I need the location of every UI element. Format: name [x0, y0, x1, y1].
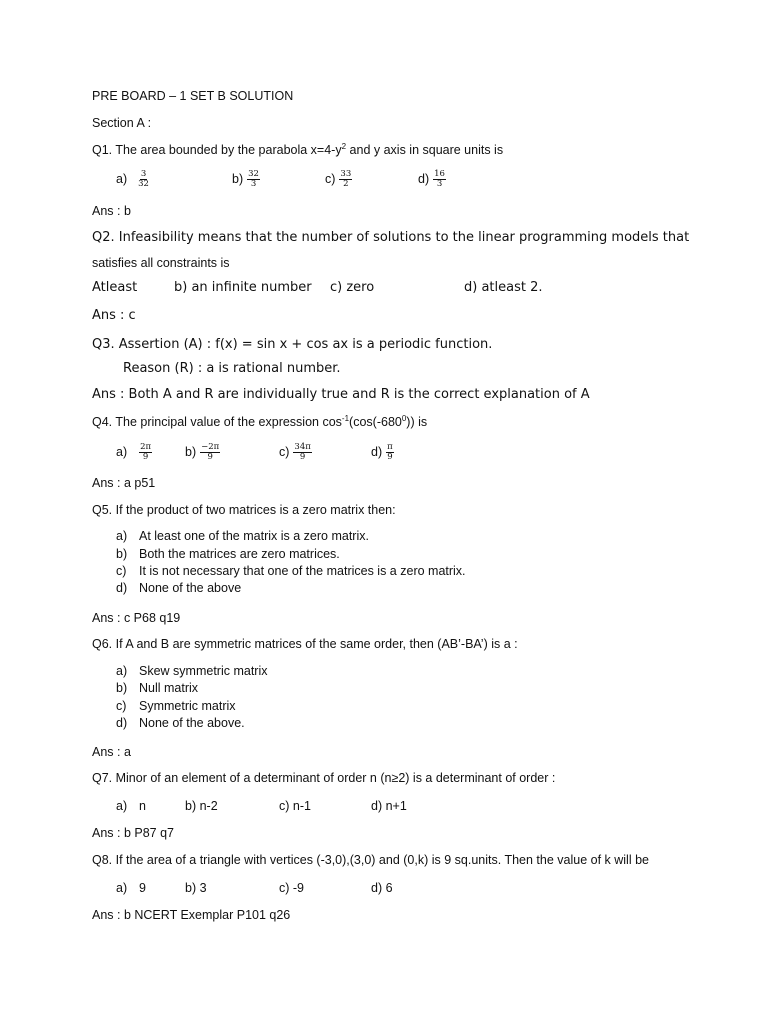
q2-option-c: c) zero — [330, 280, 375, 295]
q6-option-a: a) Skew symmetric matrix — [116, 664, 268, 678]
q3-answer: Ans : Both A and R are individually true and R is the correct explanation of A — [92, 387, 590, 402]
q8-option-a-label: a) — [116, 881, 128, 895]
q7-answer: Ans : b P87 q7 — [92, 826, 175, 840]
q5-option-a: a) At least one of the matrix is a zero matrix. — [116, 529, 369, 543]
q2-option-b: b) an infinite number — [174, 280, 312, 295]
q8-option-c: c) -9 — [279, 881, 304, 895]
q8-option-a-value: 9 — [139, 881, 146, 895]
q5-option-c: c) It is not necessary that one of the matrices is a zero matrix. — [116, 564, 466, 578]
q8-answer: Ans : b NCERT Exemplar P101 q26 — [92, 908, 291, 922]
q7-option-a-value: n — [139, 799, 146, 813]
q6-option-b: b) Null matrix — [116, 681, 199, 695]
question-2-line-1: Q2. Infeasibility means that the number of solutions to the linear programming models that — [92, 230, 690, 245]
question-5: Q5. If the product of two matrices is a zero matrix then: — [92, 503, 396, 517]
q7-option-a-label: a) — [116, 799, 128, 813]
q5-answer: Ans : c P68 q19 — [92, 611, 181, 625]
q1-answer: Ans : b — [92, 204, 131, 218]
q6-answer: Ans : a — [92, 745, 131, 759]
question-3-reason: Reason (R) : a is rational number. — [123, 361, 341, 376]
q4-answer: Ans : a p51 — [92, 476, 156, 490]
q1-option-d: d) $\frac{16}{3}$ — [418, 169, 445, 189]
q2-option-a: Atleast — [92, 280, 138, 295]
q5-option-b: b) Both the matrices are zero matrices. — [116, 547, 340, 561]
q4-option-a: a) $\frac{2\pi}{9}$ — [116, 442, 152, 462]
q4-option-c: c) $\frac{34\pi}{9}$ — [279, 442, 311, 462]
question-1: Q1. The area bounded by the parabola $x=4-y^2$ and y axis in square units is — [92, 141, 504, 157]
q6-option-c: c) Symmetric matrix — [116, 699, 236, 713]
question-8: Q8. If the area of a triangle with vertices (-3,0),(3,0) and (0,k) is 9 sq.units. Then the value of k will be — [92, 853, 649, 867]
q8-option-d: d) 6 — [371, 881, 393, 895]
q4-option-b: b) $\frac{-2\pi}{9}$ — [185, 442, 220, 462]
q1-option-b: b) $\frac{32}{3}$ — [232, 169, 259, 189]
q7-option-d: d) n+1 — [371, 799, 407, 813]
q5-option-d: d) None of the above — [116, 581, 242, 595]
question-6: Q6. If A and B are symmetric matrices of the same order, then (AB’-BA’) is a : — [92, 637, 518, 651]
document-title: PRE BOARD – 1 SET B SOLUTION — [92, 89, 294, 103]
question-4: Q4. The principal value of the expression $\cos^{-1}(\cos(-680^0))$ is — [92, 413, 428, 429]
q1-option-a: a) $\frac{3}{32}$ — [116, 169, 149, 189]
q6-option-d: d) None of the above. — [116, 716, 245, 730]
q7-option-c: c) n-1 — [279, 799, 311, 813]
question-2-line-2: satisfies all constraints is — [92, 256, 230, 270]
section-heading: Section A : — [92, 116, 152, 130]
q2-answer: Ans : c — [92, 308, 136, 323]
q7-option-b: b) n-2 — [185, 799, 218, 813]
question-3-assertion: Q3. Assertion (A) : f(x) = sin x + cos ax is a periodic function. — [92, 337, 493, 352]
q1-option-c: c) $\frac{33}{2}$ — [325, 169, 352, 189]
q2-option-d: d) atleast 2. — [464, 280, 543, 295]
q8-option-b: b) 3 — [185, 881, 207, 895]
question-7: Q7. Minor of an element of a determinant of order n (n≥2) is a determinant of order : — [92, 771, 556, 785]
q4-option-d: d) $\frac{\pi}{9}$ — [371, 442, 393, 462]
